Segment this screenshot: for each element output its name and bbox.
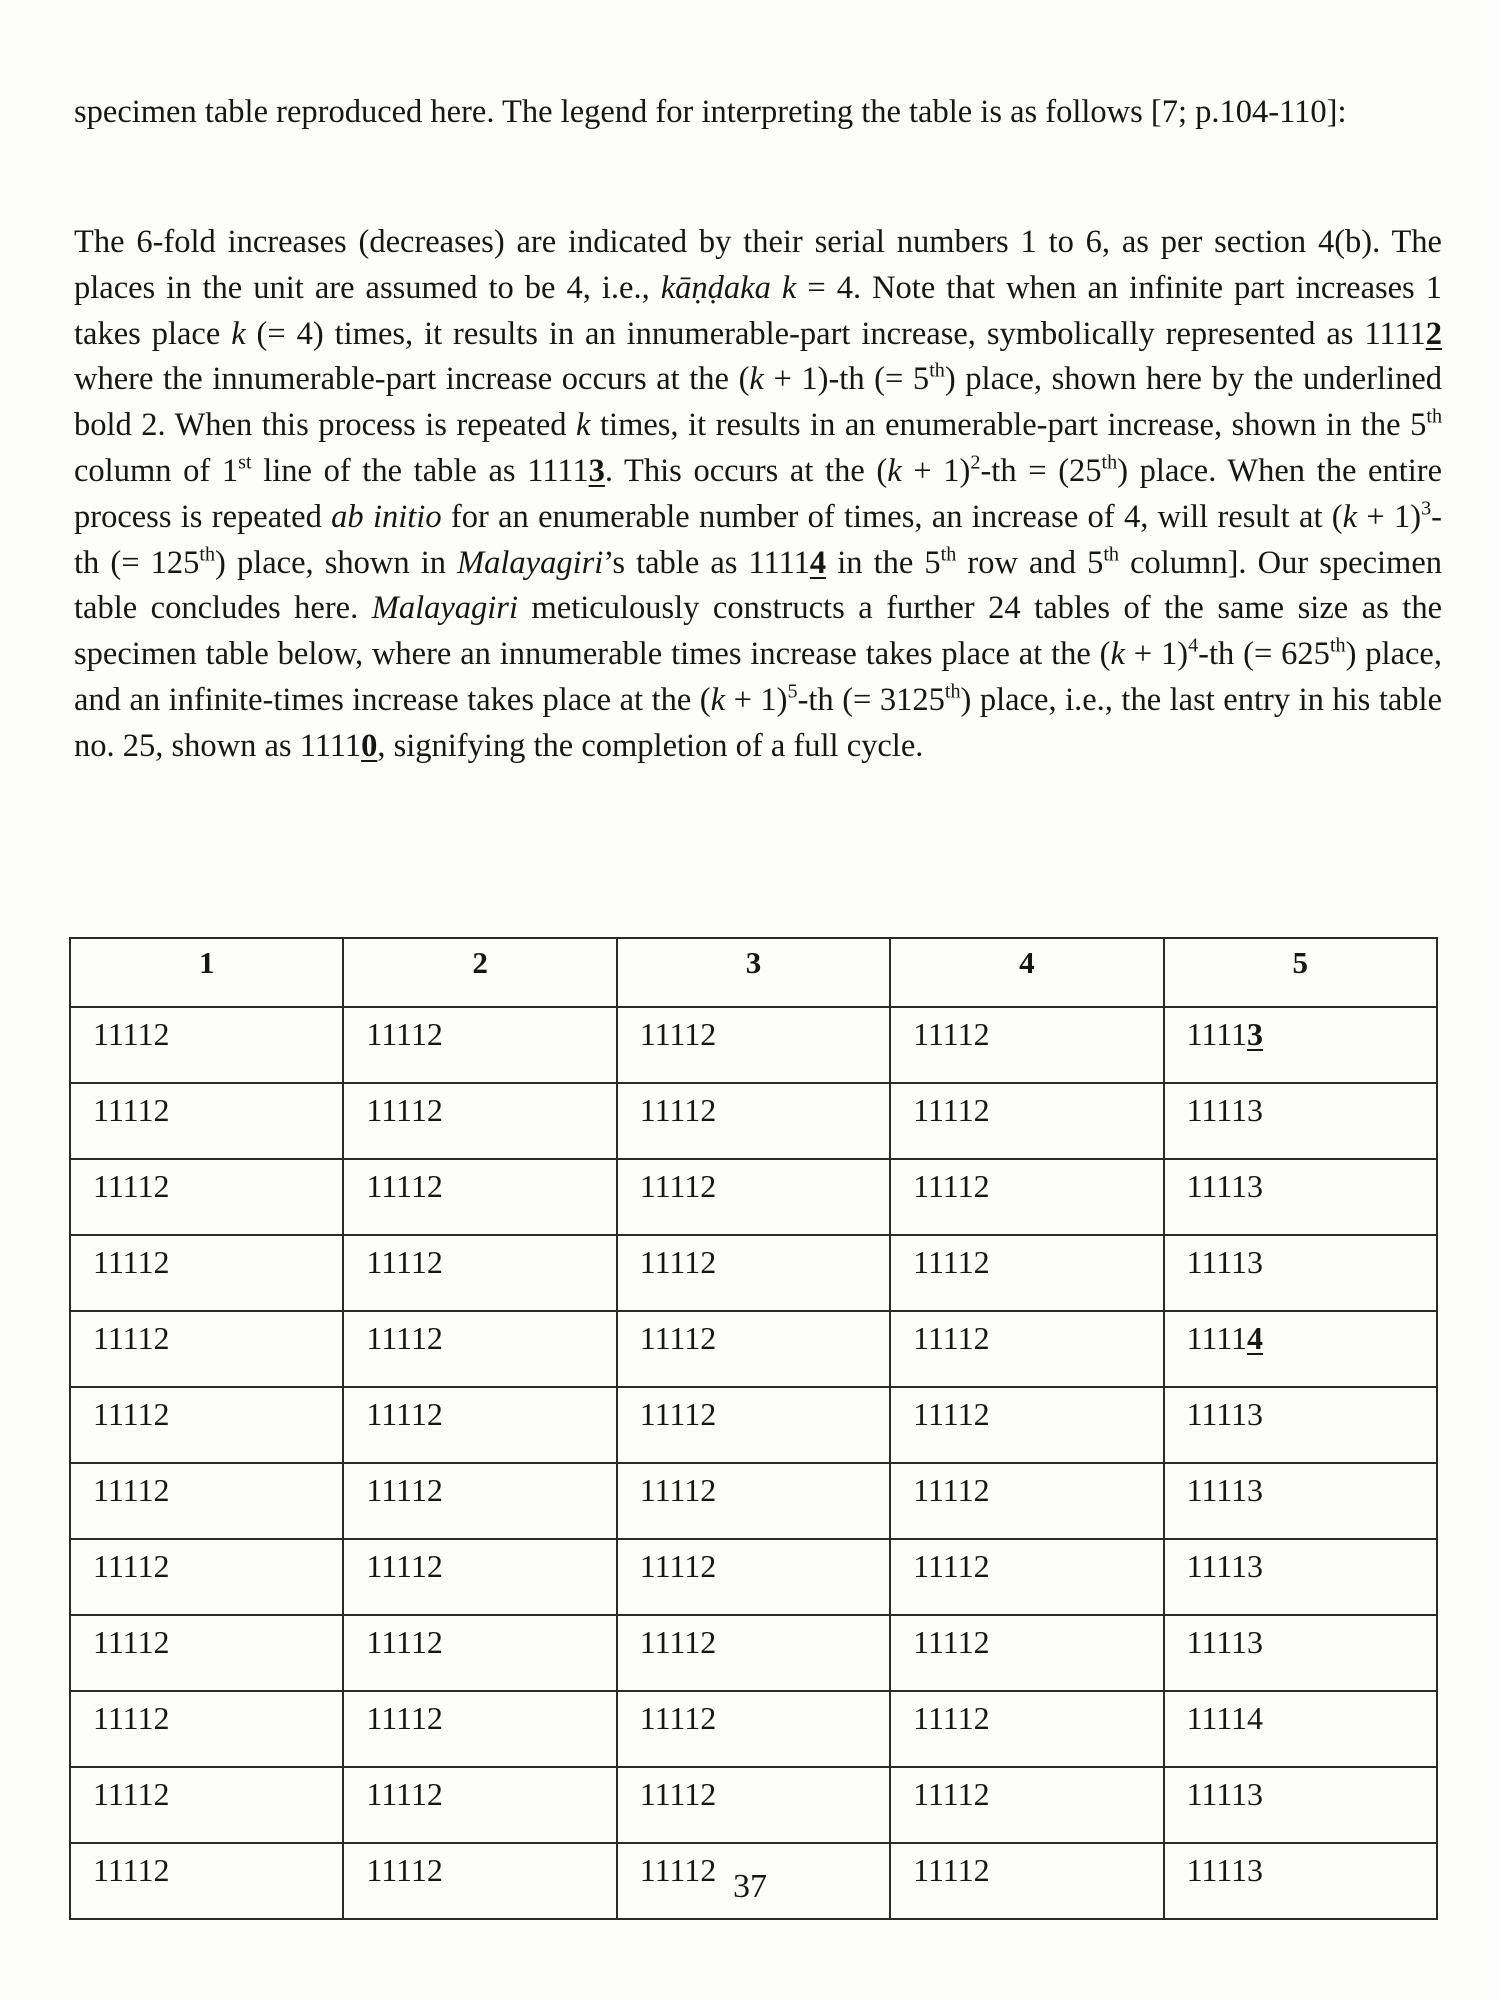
cell-value: 11112 [366,1700,443,1736]
superscript: th [944,680,961,703]
superscript: 3 [1421,497,1432,520]
text-run: -th (= 3125 [797,681,945,718]
cell-value: 11112 [913,1016,990,1052]
text-run: + 1) [725,681,788,718]
cell-value: 11112 [639,1168,717,1204]
cell-value: 11112 [366,1852,443,1888]
text-run: , signifying the completion of a full cycle. [377,727,924,764]
cell-value: 11112 [93,1168,170,1204]
cell-value: 11112 [93,1472,170,1508]
cell-value: 11112 [93,1396,170,1432]
cell-value: 11112 [913,1320,990,1356]
table-cell [70,1007,343,1083]
table-row [70,1159,1437,1235]
text-run: ) place, and an infinite-times increase takes place at the ( [74,636,1442,718]
text-run: column]. Our specimen table concludes here. [74,544,1442,627]
text-run: + 1) [1124,636,1189,673]
table-cell [617,1615,890,1691]
table-cell [1164,1539,1437,1615]
table-cell [70,1539,343,1615]
superscript: th [1101,451,1118,474]
table-cell [343,1539,616,1615]
column-header: 3 [617,938,890,1007]
table-cell [890,1615,1163,1691]
cell-value: 11112 [93,1852,170,1888]
cell-value: 11113 [1186,1776,1263,1812]
cell-value: 11112 [93,1244,170,1280]
table-cell [70,1311,343,1387]
table-cell [1164,1463,1437,1539]
cell-value: 11113 [1186,1092,1263,1128]
cell-value: 11112 [639,1852,717,1888]
table-cell [343,1767,616,1843]
table-cell [343,1007,616,1083]
cell-value: 11112 [366,1472,443,1508]
table-row [70,1083,1437,1159]
text-run: ) place, shown in [215,544,458,581]
specimen-table [69,937,1438,1920]
table-cell [70,1387,343,1463]
cell-value: 11112 [639,1396,717,1432]
text-italic: k [1110,636,1125,673]
table-body [70,1007,1437,1919]
table-cell [70,1463,343,1539]
superscript: 4 [1188,634,1199,657]
cell-value: 11112 [639,1092,717,1128]
text-italic: kāṇḍaka k [660,269,797,306]
cell-value: 11113 [1186,1396,1263,1432]
cell-value: 11112 [93,1016,170,1052]
table-cell [617,1539,890,1615]
cell-value: 11112 [639,1320,717,1356]
text-run: ) place. When the entire process is repeated [74,452,1443,535]
cell-value: 11112 [913,1168,990,1204]
text-italic: k [710,681,726,718]
table-cell [617,1311,890,1387]
text-run: times, it results in an enumerable-part increase, shown in the 5 [590,407,1427,444]
paragraph-intro [74,90,1442,136]
table-cell [617,1083,890,1159]
underlined-digit: 4 [809,544,827,581]
superscript: 2 [970,451,981,474]
cell-value: 11112 [366,1244,443,1280]
underlined-digit: 2 [1425,315,1442,352]
cell-value: 11112 [913,1624,990,1660]
table-cell [1164,1083,1437,1159]
table-cell [70,1767,343,1843]
cell-value: 11113 [1186,1244,1263,1280]
table-cell [617,1159,890,1235]
superscript: th [1103,543,1119,566]
table-cell [1164,1615,1437,1691]
cell-value: 11112 [93,1776,170,1812]
cell-value: 11112 [639,1016,717,1052]
text-run: -th (= 125 [74,498,1442,581]
cell-value: 11112 [639,1472,717,1508]
underlined-digit: 3 [588,452,605,489]
cell-value: 11113 [1186,1548,1263,1584]
table-cell [343,1159,616,1235]
table-cell [890,1235,1163,1311]
cell-value: 11114 [1186,1700,1263,1736]
text-run: meticulously constructs a further 24 tables of the same size as the specimen table below, where an innumerable times increase takes place at the ( [74,590,1442,673]
table-cell [70,1159,343,1235]
page-number: 37 [733,1868,767,1905]
table-cell [617,1007,890,1083]
table-row [70,1311,1437,1387]
table-cell [890,1387,1163,1463]
table-cell [70,1615,343,1691]
table-cell [343,1311,616,1387]
table-cell [1164,1767,1437,1843]
underlined-digit: 3 [1247,1016,1263,1052]
table-row [70,1691,1437,1767]
table-cell [343,1691,616,1767]
table-row [70,1767,1437,1843]
table-cell [1164,1159,1437,1235]
text-run: (= 4) times, it results in an innumerable-part increase, symbolically represented as 1111 [245,315,1426,352]
cell-value: 11112 [93,1548,170,1584]
text-run: column of 1 [74,452,239,489]
table-cell [70,1083,343,1159]
table-cell [1164,1691,1437,1767]
table-cell [890,1767,1163,1843]
table-cell [890,1539,1163,1615]
cell-value: 11112 [366,1168,443,1204]
cell-value: 11112 [913,1548,990,1584]
cell-value: 11112 [913,1852,990,1888]
table-cell [617,1463,890,1539]
cell-value: 11112 [366,1548,443,1584]
table-cell [70,1691,343,1767]
cell-value: 11112 [366,1396,443,1432]
text-run: The 6-fold increases (decreases) are indicated by their serial numbers 1 to 6, as per section 4(b). The places in the unit are assumed to be 4, i.e., [74,224,1442,306]
column-header: 2 [343,938,616,1007]
text-run: + 1) [1357,498,1422,535]
text-run: -th = (25 [980,452,1102,489]
text-italic: k [231,315,246,352]
table-row [70,1007,1437,1083]
table-row [70,1235,1437,1311]
table-cell [617,1387,890,1463]
table-cell [617,1767,890,1843]
cell-value: 11112 [366,1320,443,1356]
table-cell [1164,1007,1437,1083]
cell-value: 11112 [366,1624,443,1660]
underlined-digit: 4 [1247,1320,1263,1356]
column-header: 4 [890,938,1163,1007]
text-italic: ab initio [331,498,442,535]
cell-value: 11112 [913,1244,990,1280]
superscript: th [199,543,216,566]
cell-value: 11112 [93,1320,170,1356]
text-run: = 4. Note that when an infinite part increases 1 takes place [74,269,1442,352]
table-cell [343,1463,616,1539]
superscript: 5 [787,680,798,703]
text-run: + 1)-th (= 5 [763,361,930,398]
cell-value: 11113 [1186,1472,1263,1508]
superscript: th [1426,405,1443,428]
table-cell [1164,1387,1437,1463]
table-row [70,1387,1437,1463]
text-italic: k [749,361,764,398]
cell-value: 11112 [913,1396,990,1432]
text-run: + 1) [901,452,971,489]
table-cell [343,1615,616,1691]
table-cell [890,1159,1163,1235]
table-cell [890,1083,1163,1159]
table-cell [890,1691,1163,1767]
paragraph-intro-text: specimen table reproduced here. The legend for interpreting the table is as follows [7; p.104-110]: [74,94,1347,130]
table-row [70,1539,1437,1615]
table-cell [617,1235,890,1311]
text-run: line of the table as 1111 [251,452,589,489]
text-italic: k [576,407,591,444]
text-run: -th (= 625 [1198,636,1330,673]
cell-value: 11112 [93,1700,170,1736]
cell-value: 1111 [1186,1320,1247,1356]
cell-value: 11113 [1186,1168,1263,1204]
cell-value: 11112 [639,1700,717,1736]
cell-value: 11112 [366,1776,443,1812]
column-header: 1 [70,938,343,1007]
text-run: ) place, shown here by the underlined bold 2. When this process is repeated [74,361,1442,444]
cell-value: 11112 [913,1472,990,1508]
text-italic: Malayagiri [371,590,518,627]
column-header: 5 [1164,938,1437,1007]
cell-value: 1111 [1186,1016,1247,1052]
table-cell [1164,1235,1437,1311]
text-italic: k [1342,498,1358,535]
text-run: in the 5 [826,544,941,581]
table-cell [890,1463,1163,1539]
text-run: row and 5 [956,544,1104,581]
table-cell [343,1083,616,1159]
table-cell [617,1691,890,1767]
cell-value: 11112 [639,1548,717,1584]
cell-value: 11112 [93,1092,170,1128]
table-cell [343,1387,616,1463]
table-row [70,1615,1437,1691]
cell-value: 11112 [366,1016,443,1052]
table-cell [890,1311,1163,1387]
cell-value: 11112 [639,1776,717,1812]
table-cell [343,1235,616,1311]
cell-value: 11112 [913,1092,990,1128]
cell-value: 11112 [639,1244,717,1280]
table-cell [890,1007,1163,1083]
cell-value: 11112 [366,1092,443,1128]
cell-value: 11112 [913,1776,990,1812]
text-italic: Malayagiri [457,544,604,581]
superscript: th [1329,634,1346,657]
superscript: th [940,543,957,566]
cell-value: 11112 [639,1624,717,1660]
table-cell [1164,1311,1437,1387]
cell-value: 11113 [1186,1852,1263,1888]
table-cell [70,1235,343,1311]
underlined-digit: 0 [361,727,378,764]
text-italic: k [887,452,902,489]
text-run: ) place, i.e., the last entry in his table no. 25, shown as 1111 [74,681,1443,764]
paragraph-legend [74,220,1442,770]
cell-value: 11112 [93,1624,170,1660]
text-run: where the innumerable-part increase occurs at the ( [74,361,750,398]
table-row [70,1463,1437,1539]
cell-value: 11112 [913,1700,990,1736]
cell-value: 11113 [1186,1624,1263,1660]
text-run: . This occurs at the ( [604,452,888,489]
text-run: for an enumerable number of times, an increase of 4, will result at ( [441,498,1343,535]
table-header-row [70,938,1437,1007]
text-run: ’s table as 1111 [603,544,810,581]
superscript: st [238,451,252,474]
superscript: th [929,359,945,382]
